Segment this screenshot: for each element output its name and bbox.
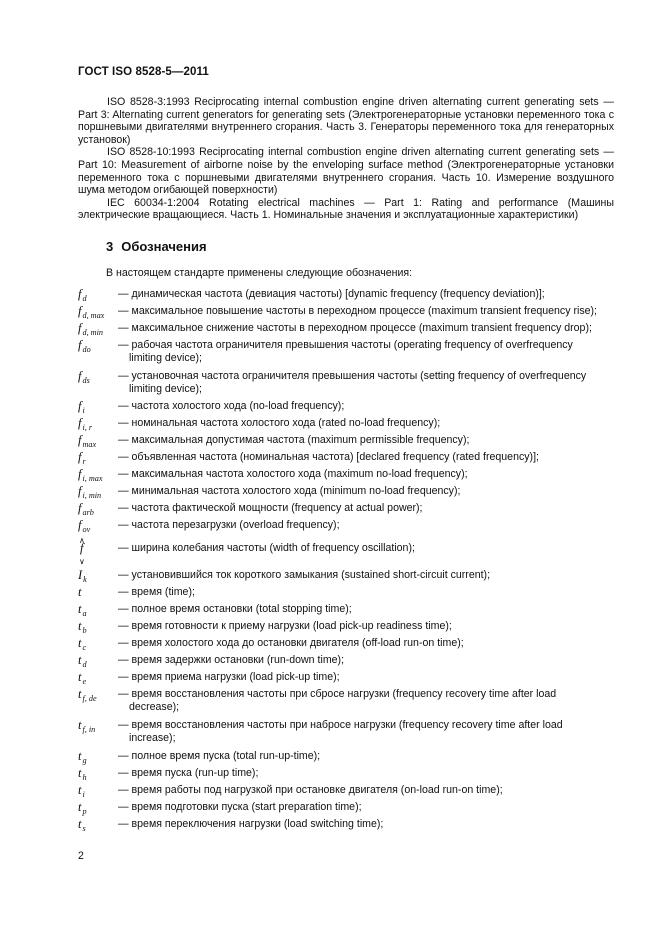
symbol-letter: t (78, 817, 82, 831)
symbol-description (118, 434, 614, 449)
symbol-definition-row (78, 801, 614, 816)
symbol-description (118, 417, 614, 432)
reference-paragraph: ISO 8528-10:1993 Reciprocating internal combustion engine driven alternating current generating sets — Part 10: Measurement of airborne noise by the enveloping surface method (Электрогенераторные установки переменного тока с поршневыми двигателями внутреннего сгорания. Часть 10. Измерение воздушного шума методом огибающей поверхности) (78, 146, 614, 197)
reference-paragraph: IEC 60034-1:2004 Rotating electrical machines — Part 1: Rating and performance (Машины электрические вращающиеся. Часть 1. Номинальные значения и эксплуатационные характеристики) (78, 196, 614, 222)
symbol (78, 468, 118, 483)
symbol-letter: t (78, 619, 82, 633)
symbol-definition-row (78, 784, 614, 799)
document-header: ГОСТ ISO 8528-5—2011 (78, 66, 209, 78)
symbol-description (118, 485, 614, 500)
symbol-subscript: d (82, 294, 87, 303)
description-text: — динамическая частота (девиация частоты) [dynamic frequency (frequency deviation)]; (118, 288, 545, 300)
symbol-definition-row (78, 750, 614, 765)
symbol-description (118, 370, 614, 395)
caret-down-icon: ∨ (79, 557, 85, 566)
reference-paragraph: ISO 8528-3:1993 Reciprocating internal combustion engine driven alternating current generating sets — Part 3: Alternating current generators for generating sets (Электрогенераторные установки переменного тока с поршневыми двигателями внутреннего сгорания. Часть 3. Генераторы переменного тока для генераторных установок) (78, 96, 614, 146)
symbol (78, 637, 118, 652)
symbol-subscript: c (82, 643, 87, 652)
symbol-description (118, 620, 614, 635)
symbol-subscript: b (82, 626, 87, 635)
symbol-description (118, 801, 614, 816)
description-text: — максимальное повышение частоты в переходном процессе (maximum transient frequency rise); (118, 305, 597, 317)
description-continuation: increase); (129, 731, 176, 744)
symbol-description (118, 400, 614, 415)
symbol-letter: t (78, 718, 82, 732)
symbol (78, 569, 118, 584)
symbol (78, 322, 118, 337)
symbol-letter: t (78, 636, 82, 650)
symbol-letter: f (78, 518, 82, 532)
symbol-description (118, 339, 614, 364)
symbol-subscript: d, min (82, 328, 103, 337)
description-text: — минимальная частота холостого хода (minimum no-load frequency); (118, 485, 461, 497)
symbol (78, 519, 118, 534)
symbol-definition-row (78, 502, 614, 517)
symbol-definition-row (78, 620, 614, 635)
symbol-subscript: i, min (82, 491, 102, 500)
symbol-subscript: k (83, 575, 87, 584)
description-text: — время восстановления частоты при сбросе нагрузки (frequency recovery time after load (118, 688, 557, 700)
symbol-definition-row (78, 603, 614, 618)
symbol (78, 339, 118, 364)
symbol-definition-row (78, 339, 614, 364)
symbol-definition-row (78, 569, 614, 584)
symbol-letter: f (78, 399, 82, 413)
symbol-letter: f (78, 321, 82, 335)
symbol-subscript: i, max (82, 474, 103, 483)
symbol (78, 485, 118, 500)
symbol-subscript: arb (82, 508, 94, 517)
symbol-description (118, 818, 614, 833)
symbol-letter: f (78, 338, 82, 352)
section-heading (106, 239, 207, 254)
symbol-subscript: i (82, 790, 85, 799)
symbol-subscript: a (82, 609, 87, 618)
symbol (78, 767, 118, 782)
symbol-letter: t (78, 653, 82, 667)
description-text: — номинальная частота холостого хода (rated no-load frequency); (118, 417, 441, 429)
description-text: — время готовности к приему нагрузки (load pick-up readiness time); (118, 620, 452, 632)
description-text: — максимальная допустимая частота (maximum permissible frequency); (118, 434, 470, 446)
symbol-subscript: d (82, 660, 87, 669)
description-text: — частота перезагрузки (overload frequency); (118, 519, 340, 531)
symbol-subscript: h (82, 773, 87, 782)
symbol-subscript: max (82, 440, 97, 449)
section-title: Обозначения (121, 239, 207, 254)
description-continuation: decrease); (129, 700, 180, 713)
description-text: — частота холостого хода (no-load frequency); (118, 400, 345, 412)
symbol-letter: f (78, 467, 82, 481)
symbol-subscript: g (82, 756, 87, 765)
symbol-subscript: p (82, 807, 87, 816)
symbol-description (118, 468, 614, 483)
symbol-description (118, 750, 614, 765)
symbol-definition-row (78, 485, 614, 500)
symbol-letter: t (78, 585, 82, 599)
symbol-subscript: i, r (82, 423, 93, 432)
symbol-definition-row (78, 688, 614, 713)
symbol-letter: t (78, 800, 82, 814)
symbol-subscript: i (82, 406, 85, 415)
symbol-description (118, 767, 614, 782)
description-continuation: limiting device); (129, 382, 203, 395)
description-text: — время восстановления частоты при набросе нагрузки (frequency recovery time after load (118, 719, 563, 731)
symbol-letter: t (78, 602, 82, 616)
symbol-description (118, 784, 614, 799)
symbol-definition-row (78, 818, 614, 833)
page-number: 2 (78, 850, 84, 862)
symbol-definition-row (78, 417, 614, 432)
description-text: — полное время остановки (total stopping time); (118, 603, 352, 615)
symbol (78, 586, 118, 599)
symbol-letter: t (78, 766, 82, 780)
symbol (78, 305, 118, 320)
symbol (78, 370, 118, 395)
symbol-letter: f (78, 369, 82, 383)
symbol-letter: f (78, 501, 82, 515)
symbol-description (118, 569, 614, 584)
section-number: 3 (106, 239, 114, 254)
symbol-subscript: do (82, 345, 91, 354)
symbol-definition-row (78, 468, 614, 483)
symbol (78, 750, 118, 765)
symbol (78, 603, 118, 618)
symbol-letter: f (78, 304, 82, 318)
symbol-subscript: d, max (82, 311, 105, 320)
symbol (78, 417, 118, 432)
description-text: — ширина колебания частоты (width of frequency oscillation); (118, 542, 415, 554)
symbol (78, 288, 118, 303)
symbol-definition-row (78, 451, 614, 466)
symbol-letter: t (78, 687, 82, 701)
symbol-subscript: r (82, 457, 86, 466)
symbol-definition-row (78, 434, 614, 449)
symbol-letter: t (78, 670, 82, 684)
symbol-letter: t (78, 783, 82, 797)
description-text: — объявленная частота (номинальная частота) [declared frequency (rated frequency)]; (118, 451, 539, 463)
symbol-definition-row (78, 637, 614, 652)
symbol (78, 801, 118, 816)
description-text: — установившийся ток короткого замыкания (sustained short-circuit current); (118, 569, 491, 581)
description-text: — время пуска (run-up time); (118, 767, 259, 779)
symbol (78, 502, 118, 517)
symbol-description (118, 451, 614, 466)
symbol-description (118, 603, 614, 618)
symbol-description (118, 719, 614, 744)
symbol-description (118, 671, 614, 686)
symbol-description (118, 322, 614, 337)
symbol-definition-row (78, 671, 614, 686)
description-text: — время задержки остановки (run-down time); (118, 654, 345, 666)
symbol-subscript: ov (82, 525, 91, 534)
symbol-description (118, 305, 614, 320)
symbol-description (118, 586, 614, 599)
symbol-definition-row (78, 767, 614, 782)
description-text: — максимальная частота холостого хода (maximum no-load frequency); (118, 468, 468, 480)
symbol-letter: f (80, 541, 84, 555)
symbol-definition-row (78, 719, 614, 744)
section-intro: В настоящем стандарте применены следующие обозначения: (106, 267, 413, 279)
symbol-definition-row (78, 305, 614, 320)
description-text: — рабочая частота ограничителя превышения частоты (operating frequency of overfrequency (118, 339, 573, 351)
symbol-description (118, 519, 614, 534)
description-text: — полное время пуска (total run-up-time); (118, 750, 321, 762)
symbol-letter: f (78, 287, 82, 301)
symbol-subscript: e (82, 677, 87, 686)
symbol-definition-row (78, 519, 614, 534)
symbol-description (118, 688, 614, 713)
caret-up-icon: ∧ (79, 536, 85, 545)
symbol-subscript: s (82, 824, 86, 833)
symbol (78, 784, 118, 799)
symbol-definition-row (78, 654, 614, 669)
description-text: — максимальное снижение частоты в переходном процессе (maximum transient frequency drop); (118, 322, 592, 334)
symbol-letter: f (78, 433, 82, 447)
symbol-description (118, 654, 614, 669)
symbol (78, 719, 118, 744)
symbol-definition-row (78, 288, 614, 303)
symbol (78, 654, 118, 669)
description-text: — время холостого хода до остановки двигателя (off-load run-on time); (118, 637, 464, 649)
symbol-definition-row (78, 586, 614, 599)
description-text: — время приема нагрузки (load pick-up time); (118, 671, 340, 683)
symbol (78, 688, 118, 713)
symbol-definition-row (78, 322, 614, 337)
normative-references (78, 96, 614, 222)
symbol (78, 620, 118, 635)
symbol-letter: f (78, 484, 82, 498)
description-text: — установочная частота ограничителя превышения частоты (setting frequency of overfrequency (118, 370, 587, 382)
description-text: — частота фактической мощности (frequency at actual power); (118, 502, 423, 514)
symbol-letter: f (78, 416, 82, 430)
symbol-letter: t (78, 749, 82, 763)
symbol (78, 818, 118, 833)
symbol (78, 671, 118, 686)
symbol-subscript: f, in (82, 725, 96, 734)
symbol-letter: f (78, 450, 82, 464)
description-text: — время переключения нагрузки (load switching time); (118, 818, 384, 830)
symbol-subscript: f, de (82, 694, 97, 703)
symbol (78, 451, 118, 466)
symbol-subscript: ds (82, 376, 90, 385)
symbol-description (118, 637, 614, 652)
description-text: — время подготовки пуска (start preparation time); (118, 801, 362, 813)
symbol (78, 434, 118, 449)
symbol-description (118, 502, 614, 517)
symbol-definition-row (78, 400, 614, 415)
description-text: — время (time); (118, 586, 195, 598)
symbol-description (118, 288, 614, 303)
description-continuation: limiting device); (129, 351, 203, 364)
symbol (78, 400, 118, 415)
symbol-definition-row (78, 370, 614, 395)
description-text: — время работы под нагрузкой при остановке двигателя (on-load run-on time); (118, 784, 503, 796)
symbol-letter: I (78, 568, 83, 582)
